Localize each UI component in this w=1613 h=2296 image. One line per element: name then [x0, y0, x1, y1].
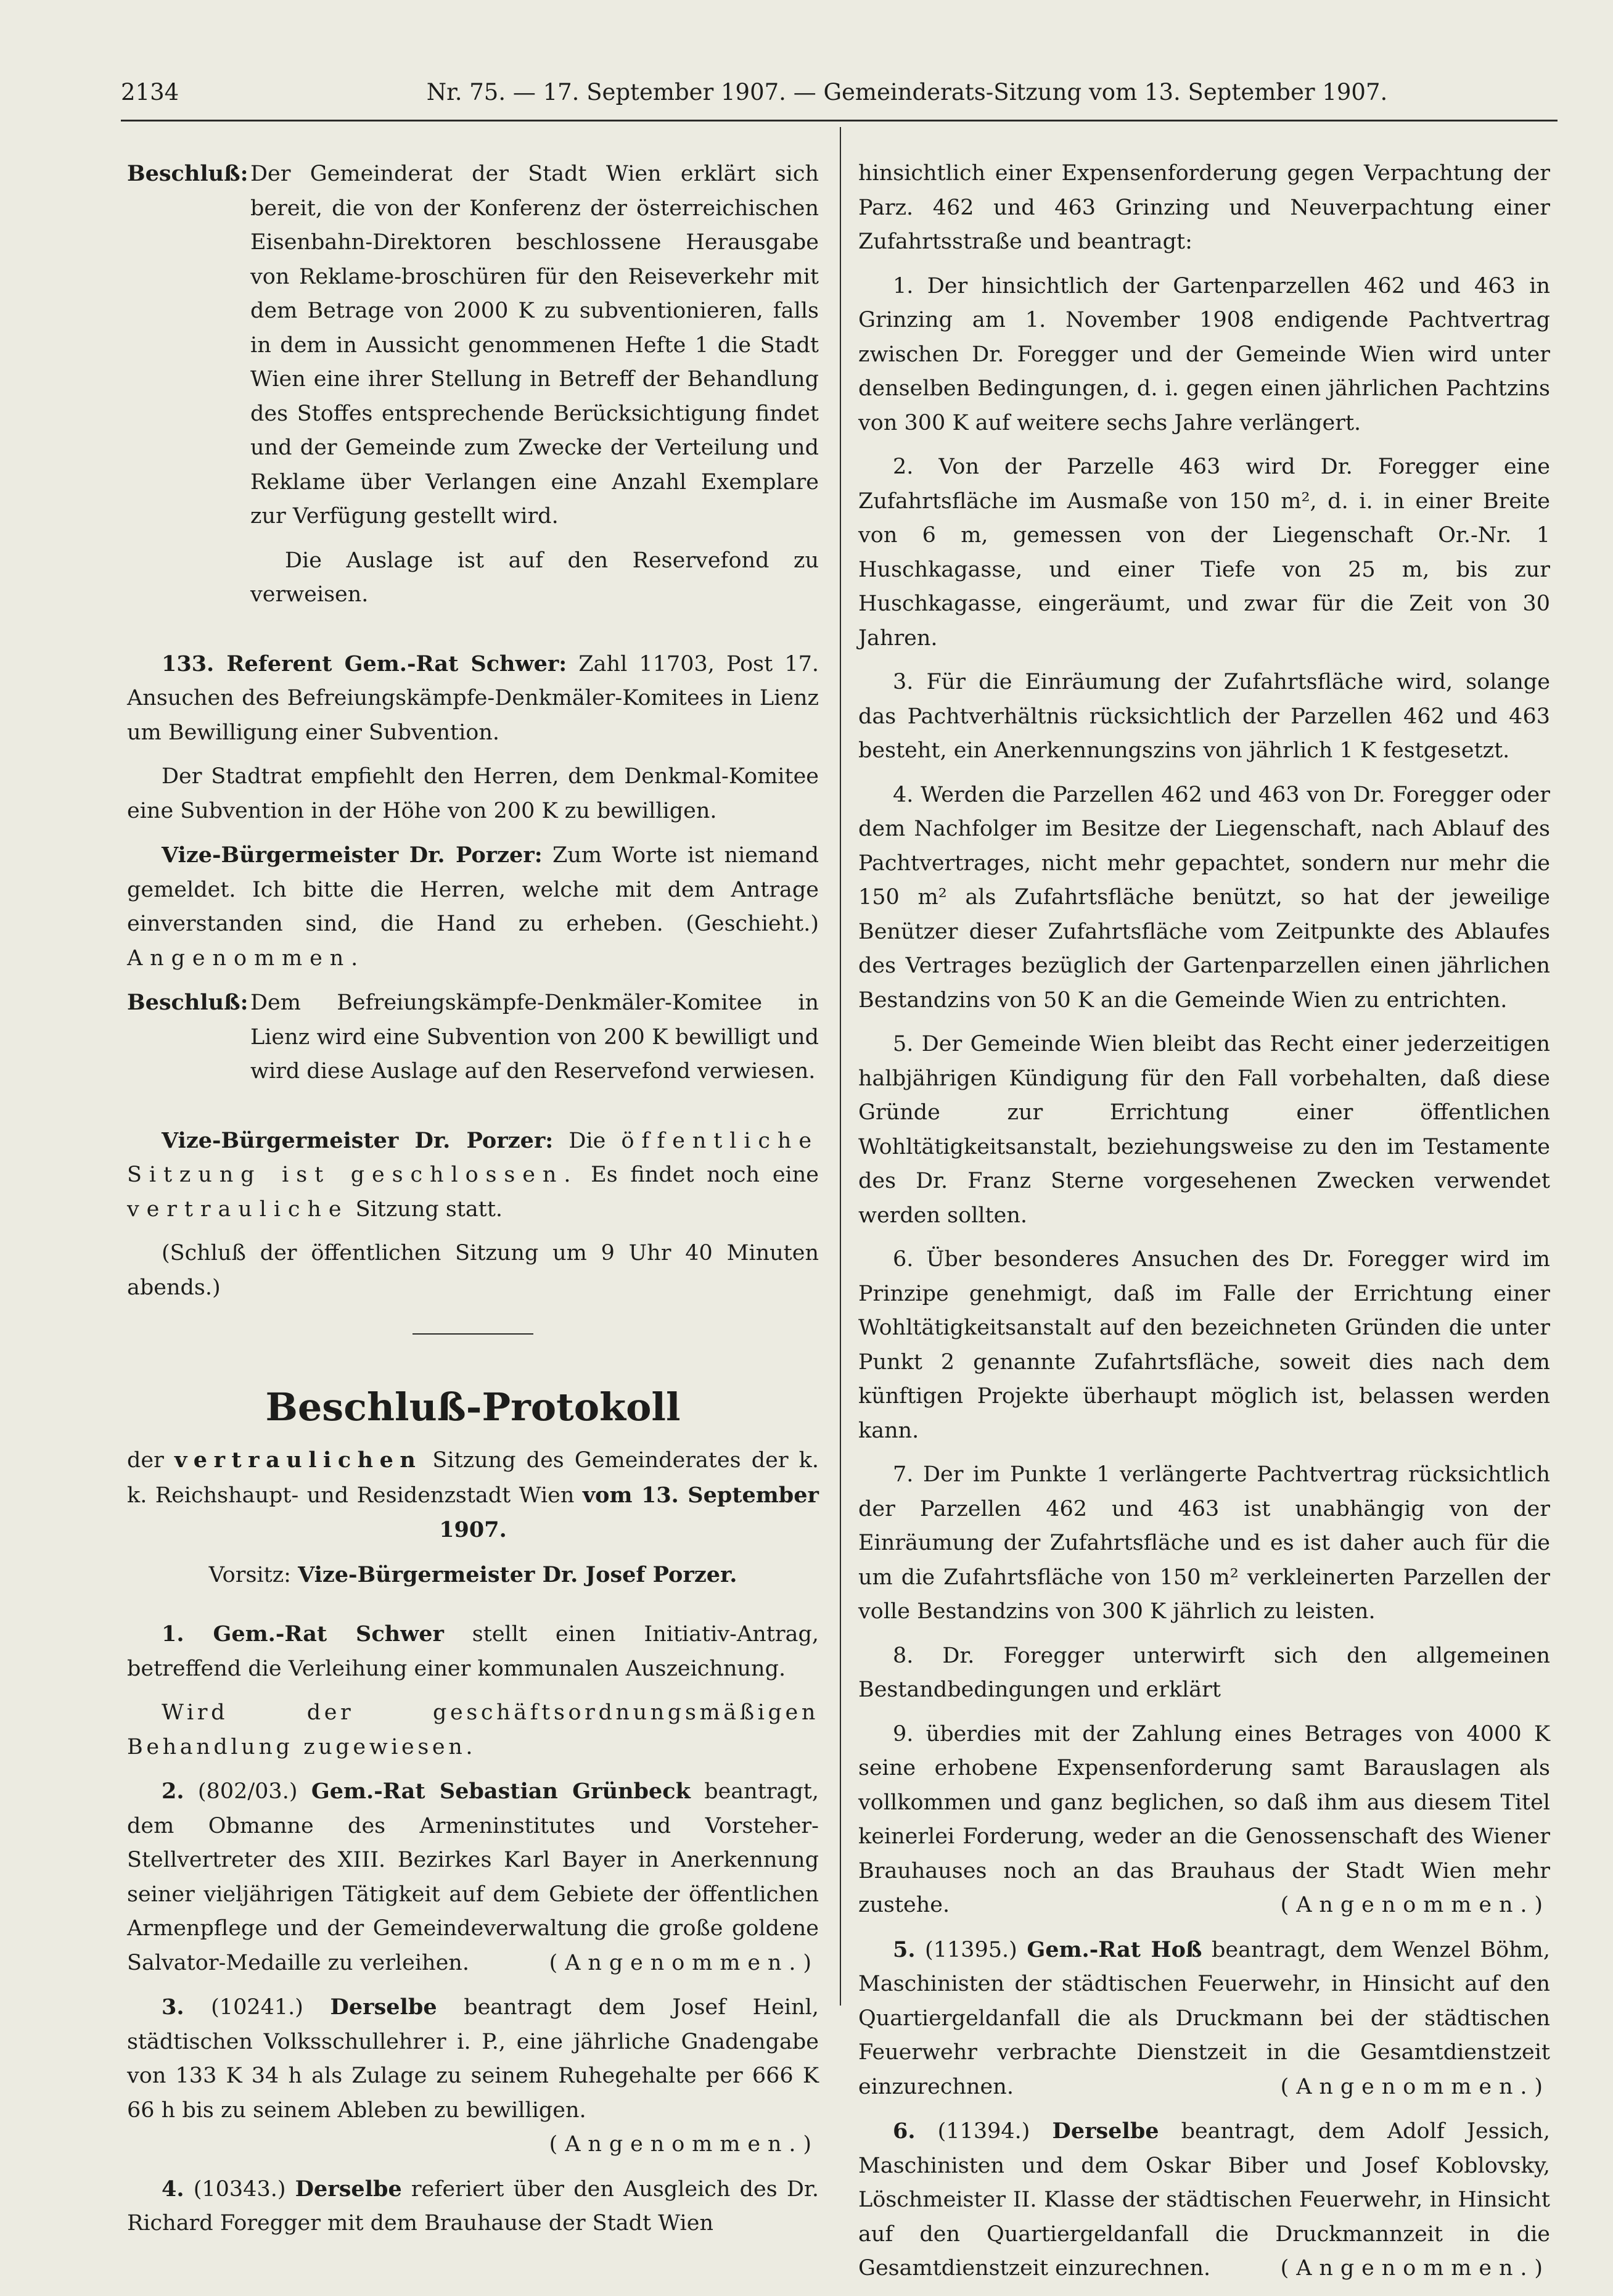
page-number: 2134 [121, 79, 179, 105]
beschluss-1-auslage: Die Auslage ist auf den Reservefond zu verweisen. [250, 548, 819, 607]
right-column [858, 157, 1550, 2296]
item-1-head: 1. Gem.-Rat Schwer [162, 1621, 444, 1647]
result-angenommen: (Angenommen.) [549, 2132, 819, 2157]
item-5: 5. (11395.) Gem.-Rat Hoß beantragt, dem Wenzel Böhm, Maschinisten der städtischen Feuerwehr, in Hinsicht auf den Quartiergeldanfall die als Druckmann bei der städtischen Feuerwehr verbrachte Dienstzeit in die Gesamtdienstzeit einzurechnen. (Angenommen.) [858, 1933, 1550, 2105]
vize-2: Vize-Bürgermeister Dr. Porzer: Die öffentliche Sitzung ist geschlossen. Es findet noch eine vertrauliche Sitzung statt. [127, 1127, 819, 1222]
section-rule [412, 1333, 533, 1335]
beschluss-label: Beschluß: [127, 990, 248, 1015]
beschluss-2: Beschluß:Dem Befreiungskämpfe-Denkmäler-Komitee in Lienz wird eine Subvention von 200 K bewilligt und wird diese Auslage auf den Reservefond verwiesen. [127, 985, 819, 1089]
item-133: 133. Referent Gem.-Rat Schwer: Zahl 11703, Post 17. Ansuchen des Befreiungskämpfe-Denkmäler-Komitees in Lienz um Bewilligung einer Subvention. [127, 651, 819, 745]
item-1-note: Wird der geschäftsordnungsmäßigen Behandlung zugewiesen. [127, 1700, 819, 1759]
point-1: 1. Der hinsichtlich der Gartenparzellen 462 und 463 in Grinzing am 1. November 1908 endigende Pachtvertrag zwischen Dr. Foregger und der Gemeinde Wien wird unter denselben Bedingungen, d. i. gegen einen jährlichen Pachtzins von 300 K auf weitere sechs Jahre verlängert. [858, 273, 1550, 435]
left-column [127, 157, 819, 2251]
result-angenommen: (Angenommen.) [1280, 2074, 1550, 2099]
item-3-head: Derselbe [330, 1994, 437, 2020]
vize-1: Vize-Bürgermeister Dr. Porzer: Zum Worte ist niemand gemeldet. Ich bitte die Herren, welche mit dem Antrage einverstanden sind, die Hand zu erheben. (Geschieht.) Angenommen. [127, 842, 819, 971]
vorsitz-name: Vize-Bürgermeister Dr. Josef Porzer. [298, 1562, 737, 1587]
item-6-head: Derselbe [1052, 2118, 1159, 2144]
item-4-head: Derselbe [295, 2176, 402, 2202]
item-4: 4. (10343.) Derselbe referiert über den Ausgleich des Dr. Richard Foregger mit dem Brauhause der Stadt Wien [127, 2176, 819, 2236]
item-1: 1. Gem.-Rat Schwer stellt einen Initiativ-Antrag, betreffend die Verleihung einer kommunalen Auszeichnung. [127, 1621, 819, 1681]
beschluss-label: Beschluß: [127, 161, 248, 186]
result-angenommen: (Angenommen.) [549, 1950, 819, 1975]
beschluss-1 [127, 157, 819, 534]
result-angenommen: (Angenommen.) [1280, 1893, 1550, 1917]
point-6: 6. Über besonderes Ansuchen des Dr. Foregger wird im Prinzipe genehmigt, daß im Falle der Errichtung einer Wohltätigkeitsanstalt auf den bezeichneten Gründen die unter Punkt 2 genannte Zufahrtsfläche, soweit dies nach dem künftigen Projekte überhaupt möglich ist, belassen werden kann. [858, 1247, 1550, 1443]
protokoll-subtitle: der vertraulichen Sitzung des Gemeinderates der k. k. Reichshaupt- und Residenzstadt Wien vom 13. September 1907. [127, 1447, 819, 1542]
item-2-head: Gem.-Rat Sebastian Grünbeck [311, 1779, 691, 1804]
item-2: 2. (802/03.) Gem.-Rat Sebastian Grünbeck beantragt, dem Obmanne des Armeninstitutes und Vorsteher-Stellvertreter des XIII. Bezirkes Karl Bayer in Anerkennung seiner vieljährigen Tätigkeit auf dem Gebiete der öffentlichen Armenpflege und der Gemeindeverwaltung die große goldene Salvator-Medaille zu verleihen. (Angenommen.) [127, 1774, 819, 1980]
running-title: Nr. 75. — 17. September 1907. — Gemeinderats-Sitzung vom 13. September 1907. [426, 79, 1388, 105]
result-angenommen: Angenommen. [127, 945, 366, 971]
point-3: 3. Für die Einräumung der Zufahrtsfläche wird, solange das Pachtverhältnis rücksichtlich der Parzellen 462 und 463 besteht, ein Anerkennungszins von jährlich 1 K festgesetzt. [858, 670, 1550, 763]
item-6: 6. (11394.) Derselbe beantragt, dem Adolf Jessich, Maschinisten und dem Oskar Biber und Josef Koblovsky, Löschmeister II. Klasse der städtischen Feuerwehr, in Hinsicht auf den Quartiergeldanfall die Druckmannzeit in die Gesamtdienstzeit einzurechnen. (Angenommen.) [858, 2114, 1550, 2286]
point-4: 4. Werden die Parzellen 462 und 463 von Dr. Foregger oder dem Nachfolger im Besitze der Liegenschaft, nach Ablauf des Pachtvertrages, nicht mehr gepachtet, sondern nur mehr die 150 m² als Zufahrtsfläche benützt, so hat der jeweilige Benützer dieser Zufahrtsfläche vom Zeitpunkte des Ablaufes des Vertrages bezüglich der Gartenparzellen einen jährlichen Bestandzins von 50 K an die Gemeinde Wien zu entrichten. [858, 782, 1550, 1013]
schluss-note: (Schluß der öffentlichen Sitzung um 9 Uhr 40 Minuten abends.) [127, 1241, 819, 1300]
result-angenommen: (Angenommen.) [1280, 2256, 1550, 2281]
beschluss-text: Der Gemeinderat der Stadt Wien erklärt sich bereit, die von der Konferenz der österreichischen Eisenbahn-Direktoren beschlossene Herausgabe von Reklame-broschüren für den Reiseverkehr mit dem Betrage von 2000 K zu subventionieren, falls in dem in Aussicht genommenen Hefte 1 die Stadt Wien eine ihrer Stellung in Betreff der Behandlung des Stoffes entsprechende Berücksichtigung findet und der Gemeinde zum Zwecke der Verteilung und Reklame über Verlangen eine Anzahl Exemplare zur Verfügung gestellt wird. [250, 162, 819, 529]
point-5: 5. Der Gemeinde Wien bleibt das Recht einer jederzeitigen halbjährigen Kündigung für den Fall vorbehalten, daß diese Gründe zur Errichtung einer öffentlichen Wohltätigkeitsanstalt, beziehungsweise zu den im Testamente des Dr. Franz Sterne vorgesehenen Zwecken verwendet werden sollten. [858, 1032, 1550, 1228]
vorsitz: Vorsitz: Vize-Bürgermeister Dr. Josef Porzer. [208, 1562, 737, 1587]
point-8: 8. Dr. Foregger unterwirft sich den allgemeinen Bestandbedingungen und erklärt [858, 1643, 1550, 1702]
item-133-stadtrat: Der Stadtrat empfiehlt den Herren, dem Denkmal-Komitee eine Subvention in der Höhe von 200 K zu bewilligen. [127, 764, 819, 823]
protokoll-date: vom 13. September 1907. [439, 1482, 819, 1542]
header-rule [121, 120, 1558, 121]
speaker-name: Vize-Bürgermeister Dr. Porzer: [162, 842, 543, 868]
point-2: 2. Von der Parzelle 463 wird Dr. Foregger eine Zufahrtsfläche im Ausmaße von 150 m², d. i. in einer Breite von 6 m, gemessen von der Liegenschaft Or.-Nr. 1 Huschkagasse, und einer Tiefe von 25 m, bis zur Huschkagasse, eingeräumt, und zwar für die Zeit von 30 Jahren. [858, 455, 1550, 651]
point-9: 9. überdies mit der Zahlung eines Betrages von 4000 K seine erhobene Expensenforderung samt Barauslagen als vollkommen und ganz beglichen, so daß ihm aus diesem Titel keinerlei Forderung, weder an die Genossenschaft des Wiener Brauhauses noch an das Brauhaus der Stadt Wien mehr zustehe. (Angenommen.) [858, 1718, 1550, 1923]
page-header [121, 79, 1558, 116]
item-133-head: 133. Referent Gem.-Rat Schwer: [162, 651, 567, 677]
item-5-head: Gem.-Rat Hoß [1027, 1936, 1202, 1962]
column-divider [840, 127, 841, 2006]
item-3: 3. (10241.) Derselbe beantragt dem Josef Heinl, städtischen Volksschullehrer i. P., eine jährliche Gnadengabe von 133 K 34 h als Zulage zu seinem Ruhegehalte per 666 K 66 h bis zu seinem Ableben zu bewilligen. (Angenommen.) [127, 1990, 819, 2162]
point-7: 7. Der im Punkte 1 verlängerte Pachtvertrag rücksichtlich der Parzellen 462 und 463 ist unabhängig von der Einräumung der Zufahrtsfläche und es ist daher auch für die um die Zufahrtsfläche von 150 m² verkleinerten Parzellen der volle Bestandzins von 300 K jährlich zu leisten. [858, 1462, 1550, 1624]
item-4-continuation: hinsichtlich einer Expensenforderung gegen Verpachtung der Parz. 462 und 463 Grinzing und Neuverpachtung einer Zufahrtsstraße und beantragt: [858, 161, 1550, 254]
protokoll-title: Beschluß-Protokoll [265, 1385, 681, 1430]
speaker-name: Vize-Bürgermeister Dr. Porzer: [162, 1127, 554, 1153]
